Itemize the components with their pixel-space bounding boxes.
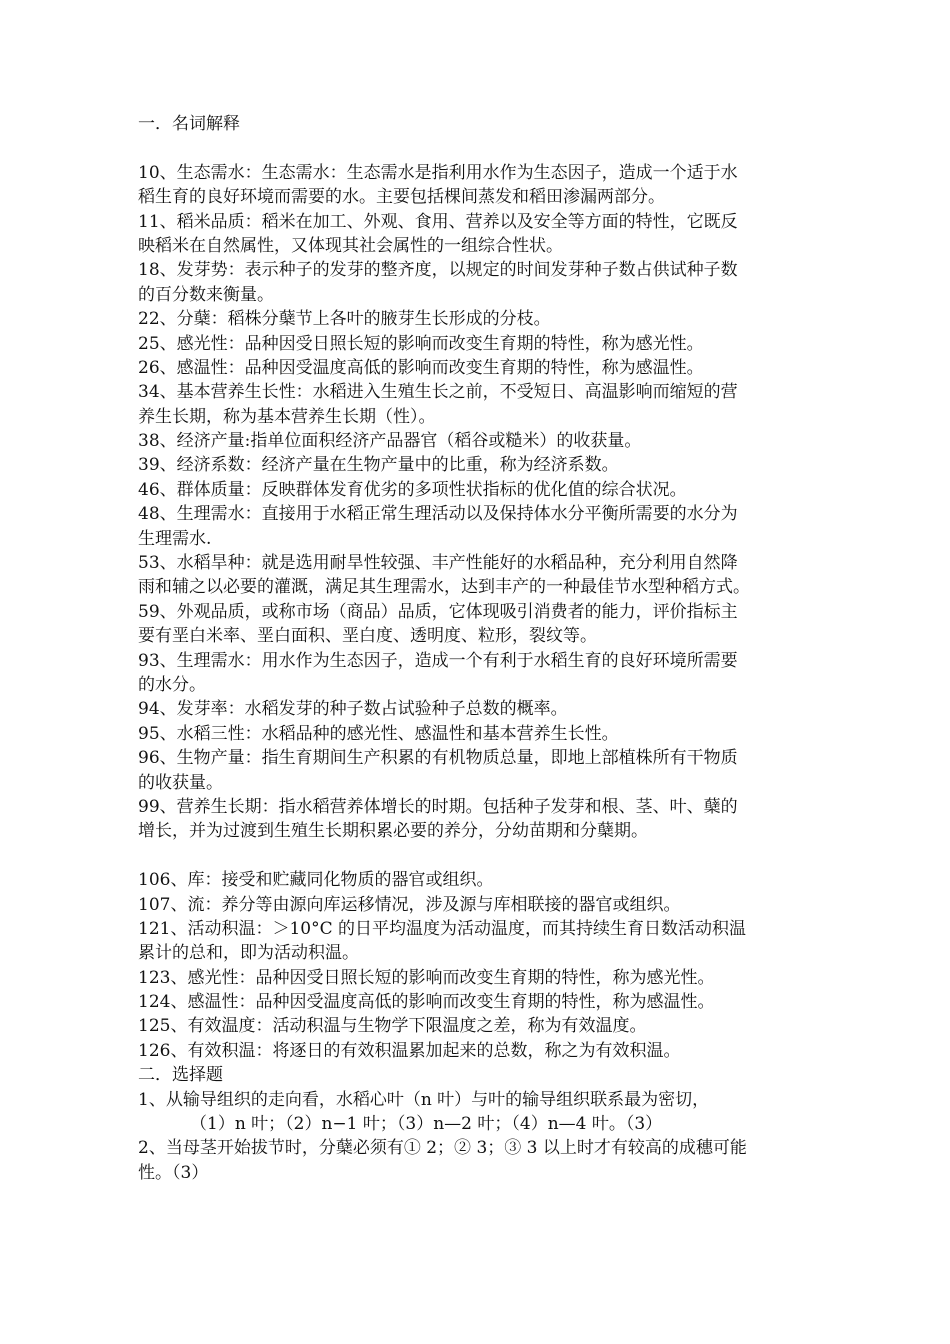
- glossary-entry-line: 要有垩白米率、垩白面积、垩白度、透明度、粒形，裂纹等。: [138, 626, 597, 647]
- glossary-entry-line: 123、感光性：品种因受日照长短的影响而改变生育期的特性，称为感光性。: [138, 967, 715, 988]
- glossary-entry: [138, 478, 828, 502]
- glossary-entry-line: 雨和辅之以必要的灌溉，满足其生理需水，达到丰产的一种最佳节水型种稻方式。: [138, 577, 750, 598]
- glossary-entry-line: 107、流：养分等由源向库运移情况，涉及源与库相联接的器官或组织。: [138, 894, 681, 915]
- glossary-entry: [138, 868, 828, 892]
- glossary-entry-line: 99、营养生长期：指水稻营养体增长的时期。包括种子发芽和根、茎、叶、蘖的: [138, 796, 738, 817]
- question-options: （1）n 叶；（2）n−1 叶；（3）n—2 叶；（4）n—4 叶。（3）: [190, 1114, 663, 1135]
- glossary-entry-line: 106、库：接受和贮藏同化物质的器官或组织。: [138, 870, 494, 891]
- glossary-entry-line: 121、活动积温：＞10°C 的日平均温度为活动温度，而其持续生育日数活动积温: [138, 918, 746, 939]
- glossary-entry-line: 95、水稻三性：水稻品种的感光性、感温性和基本营养生长性。: [138, 723, 619, 744]
- question-1: [138, 1088, 828, 1137]
- glossary-entry: [138, 453, 828, 477]
- glossary-entry-line: 18、发芽势：表示种子的发芽的整齐度，以规定的时间发芽种子数占供试种子数: [138, 260, 738, 281]
- glossary-entry: [138, 380, 828, 429]
- glossary-entry-line: 养生长期，称为基本营养生长期（性）。: [138, 406, 436, 427]
- glossary-entry-line: 的百分数来衡量。: [138, 284, 274, 305]
- glossary-list-a: [138, 161, 828, 844]
- question-text: 1、从输导组织的走向看，水稻心叶（n 叶）与叶的输导组织联系最为密切，: [138, 1089, 710, 1110]
- glossary-entry-line: 稻生育的良好环境而需要的水。主要包括棵间蒸发和稻田渗漏两部分。: [138, 187, 665, 208]
- document-page: [138, 112, 828, 1185]
- section-heading-multiple-choice: 二．选择题: [138, 1065, 223, 1086]
- glossary-entry-line: 25、感光性：品种因受日照长短的影响而改变生育期的特性，称为感光性。: [138, 333, 704, 354]
- glossary-entry: [138, 258, 828, 307]
- glossary-entry-line: 124、感温性：品种因受温度高低的影响而改变生育期的特性，称为感温性。: [138, 992, 715, 1013]
- glossary-entry: [138, 990, 828, 1014]
- glossary-entry: [138, 649, 828, 698]
- glossary-list-b: [138, 868, 828, 1063]
- glossary-entry-line: 126、有效积温：将逐日的有效积温累加起来的总数，称之为有效积温。: [138, 1040, 681, 1061]
- glossary-entry-line: 96、生物产量：指生育期间生产积累的有机物质总量，即地上部植株所有干物质: [138, 748, 738, 769]
- glossary-entry-line: 22、分蘖：稻株分蘖节上各叶的腋芽生长形成的分枝。: [138, 309, 551, 330]
- glossary-entry: [138, 917, 828, 966]
- glossary-entry-line: 映稻米在自然属性，又体现其社会属性的一组综合性状。: [138, 235, 563, 256]
- glossary-entry: [138, 551, 828, 600]
- glossary-entry: [138, 307, 828, 331]
- glossary-entry: [138, 600, 828, 649]
- glossary-entry: [138, 746, 828, 795]
- glossary-entry-line: 26、感温性：品种因受温度高低的影响而改变生育期的特性，称为感温性。: [138, 357, 704, 378]
- glossary-entry: [138, 332, 828, 356]
- glossary-entry: [138, 1014, 828, 1038]
- glossary-entry-line: 增长，并为过渡到生殖生长期积累必要的养分，分幼苗期和分蘖期。: [138, 821, 648, 842]
- glossary-entry: [138, 697, 828, 721]
- glossary-entry-line: 59、外观品质，或称市场（商品）品质，它体现吸引消费者的能力，评价指标主: [138, 601, 738, 622]
- glossary-entry-line: 39、经济系数：经济产量在生物产量中的比重，称为经济系数。: [138, 455, 619, 476]
- question-text-line: 性。（3）: [138, 1162, 209, 1183]
- glossary-entry: [138, 161, 828, 210]
- glossary-entry-line: 10、生态需水：生态需水：生态需水是指利用水作为生态因子，造成一个适于水: [138, 162, 738, 183]
- glossary-entry-line: 38、经济产量:指单位面积经济产品器官（稻谷或糙米）的收获量。: [138, 431, 642, 452]
- glossary-entry-line: 累计的总和，即为活动积温。: [138, 943, 359, 964]
- question-text-line: 2、当母茎开始拔节时，分蘖必须有① 2；② 3；③ 3 以上时才有较高的成穗可能: [138, 1138, 747, 1159]
- blank-line: [138, 136, 828, 160]
- glossary-entry-line: 125、有效温度：活动积温与生物学下限温度之差，称为有效温度。: [138, 1016, 647, 1037]
- glossary-entry-line: 48、生理需水：直接用于水稻正常生理活动以及保持体水分平衡所需要的水分为: [138, 504, 738, 525]
- glossary-entry: [138, 356, 828, 380]
- glossary-entry-line: 生理需水.: [138, 528, 212, 549]
- glossary-entry-line: 11、稻米品质：稻米在加工、外观、食用、营养以及安全等方面的特性，它既反: [138, 211, 738, 232]
- glossary-entry-line: 94、发芽率：水稻发芽的种子数占试验种子总数的概率。: [138, 699, 568, 720]
- glossary-entry: [138, 893, 828, 917]
- section-heading-glossary: 一．名词解释: [138, 114, 240, 134]
- glossary-entry: [138, 795, 828, 844]
- glossary-entry-line: 的水分。: [138, 674, 206, 695]
- glossary-entry-line: 34、基本营养生长性：水稻进入生殖生长之前，不受短日、高温影响而缩短的营: [138, 382, 738, 403]
- glossary-entry-line: 46、群体质量：反映群体发育优劣的多项性状指标的优化值的综合状况。: [138, 479, 687, 500]
- glossary-entry: [138, 210, 828, 259]
- glossary-entry-line: 93、生理需水：用水作为生态因子，造成一个有利于水稻生育的良好环境所需要: [138, 650, 738, 671]
- glossary-entry: [138, 1039, 828, 1063]
- glossary-entry: [138, 429, 828, 453]
- glossary-entry: [138, 966, 828, 990]
- blank-line: [138, 844, 828, 868]
- glossary-entry-line: 的收获量。: [138, 772, 223, 793]
- glossary-entry: [138, 722, 828, 746]
- question-2: [138, 1136, 828, 1185]
- glossary-entry: [138, 502, 828, 551]
- glossary-entry-line: 53、水稻旱种：就是选用耐旱性较强、丰产性能好的水稻品种，充分利用自然降: [138, 553, 738, 574]
